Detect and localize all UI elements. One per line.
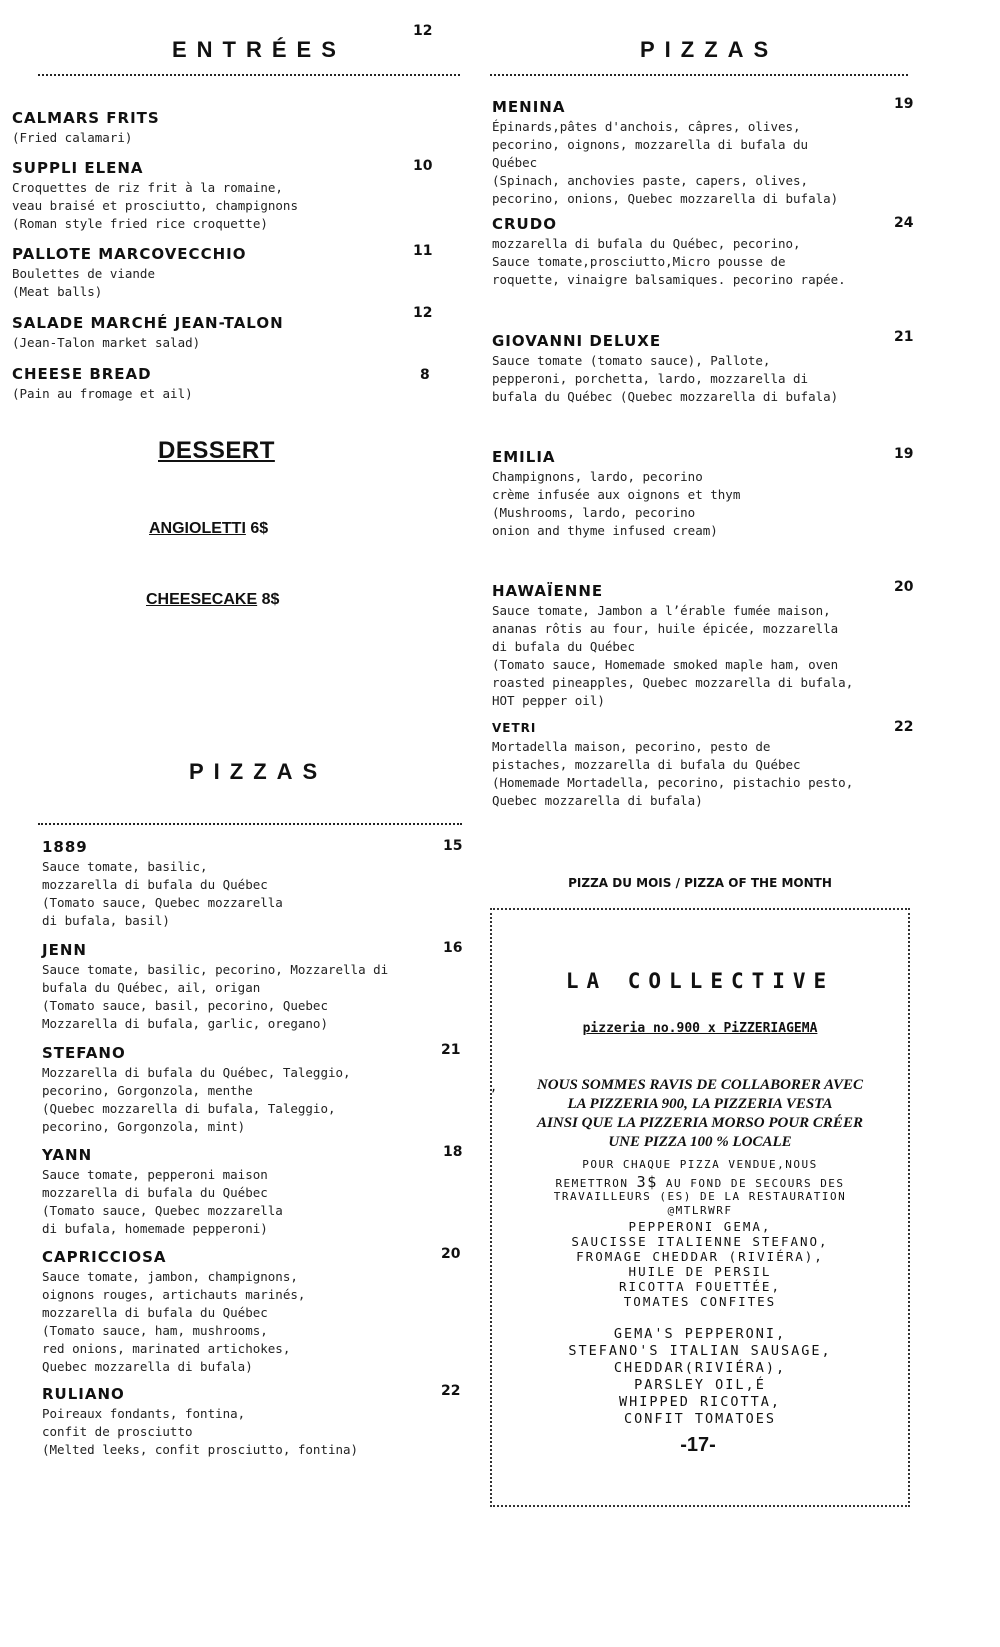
item-name: EMILIA [492,448,556,466]
menu-item-vetri [492,721,892,810]
item-name: STEFANO [42,1044,126,1062]
item-price: 10 [413,158,433,174]
item-price: 21 [894,329,914,345]
menu-item-1889 [42,838,442,930]
item-name: CAPRICCIOSA [42,1248,167,1266]
dessert-item-cheesecake [146,591,279,609]
item-name: CALMARS FRITS [12,109,160,127]
item-description: Sauce tomate, basilic, pecorino, Mozzarella di bufala du Québec, ail, origan (Tomato sauce, basil, pecorino, Quebec Mozzarella di bufala, garlic, oregano) [42,962,389,1031]
collab-line [490,1021,910,1036]
item-price: 15 [443,838,463,854]
item-description: Sauce tomate, jambon, champignons, oignons rouges, artichauts marinés, mozzarella di bufala du Québec (Tomato sauce, ham, mushrooms, red onions, marinated artichokes, Quebec mozzarella di bufala) [42,1269,306,1374]
menu-item-menina [492,98,892,208]
entrees-top-price: 12 [413,23,433,39]
collab-announcement: NOUS SOMMES RAVIS DE COLLABORER AVEC LA PIZZERIA 900, LA PIZZERIA VESTA AINSI QUE LA PIZZERIA MORSO POUR CRÉER UNE PIZZA 100 % LOCALE [536,1077,864,1150]
item-price: 11 [413,243,433,259]
charity-remettron: REMETTRON [555,1177,629,1190]
entrees-heading: ENTRÉES [172,37,346,62]
dessert-price: 8$ [261,591,280,608]
menu-item-emilia [492,448,892,540]
item-name: RULIANO [42,1385,125,1403]
item-description: (Jean-Talon market salad) [12,335,201,350]
item-description: Sauce tomate, Jambon a l’érable fumée maison, ananas rôtis au four, huile épicée, mozzarella di bufala du Québec (Tomato sauce, Homemade smoked maple ham, oven roasted pineapples, Quebec mozzarella di bufala, HOT pepper oil) [492,603,854,708]
item-name: GIOVANNI DELUXE [492,332,662,350]
menu-item-crudo [492,215,892,289]
dessert-item-angioletti [149,520,268,538]
charity-fond: AU FOND DE SECOURS DES [665,1177,845,1190]
entrees-divider [38,74,460,76]
item-price: 19 [894,96,914,112]
item-description: mozzarella di bufala du Québec, pecorino, Sauce tomate,prosciutto,Micro pousse de roquette, vinaigre balsamiques. pecorino rapée. [492,236,846,287]
item-description: Boulettes de viande (Meat balls) [12,266,155,299]
collective-title: LA COLLECTIVE [565,969,835,993]
item-description: Croquettes de riz frit à la romaine, veau braisé et prosciutto, champignons (Roman style fried rice croquette) [12,180,298,231]
item-name: PALLOTE MARCOVECCHIO [12,245,247,263]
item-name: YANN [42,1146,93,1164]
item-description: (Pain au fromage et ail) [12,386,193,401]
item-price: 21 [441,1042,461,1058]
dessert-name: ANGIOLETTI [149,520,246,537]
item-price: 24 [894,215,914,231]
menu-item-calmars [12,109,442,147]
menu-item-hawaienne [492,582,892,710]
menu-item-jenn [42,941,442,1033]
item-price: 22 [441,1383,461,1399]
item-price: 18 [443,1144,463,1160]
pizzas-divider-right [490,74,908,76]
menu-item-ruliano [42,1385,442,1459]
item-name: HAWAÏENNE [492,582,604,600]
pizzas-heading-right: PIZZAS [640,37,779,62]
item-name: CHEESE BREAD [12,365,152,383]
item-price: 8 [420,367,430,383]
item-description: Mortadella maison, pecorino, pesto de pistaches, mozzarella di bufala du Québec (Homemade Mortadella, pecorino, pistachio pesto, Quebec mozzarella di bufala) [492,739,854,808]
dessert-name: CHEESECAKE [146,591,258,608]
menu-item-salade [12,314,442,352]
pizzas-heading-left: PIZZAS [189,759,328,784]
ingredients-en: GEMA'S PEPPERONI, STEFANO'S ITALIAN SAUSAGE, CHEDDAR(RIVIÉRA), PARSLEY OIL,É WHIPPED RICOTTA, CONFIT TOMATOES [568,1326,832,1427]
item-description: Poireaux fondants, fontina, confit de prosciutto (Melted leeks, confit prosciutto, fontina) [42,1406,359,1457]
item-name: MENINA [492,98,566,116]
charity-line-3: TRAVAILLEURS (ES) DE LA RESTAURATION @MTLRWRF [553,1190,847,1217]
charity-amount: 3$ [636,1173,658,1191]
item-price: 12 [413,305,433,321]
item-price: 19 [894,446,914,462]
item-name: CRUDO [492,215,557,233]
menu-item-pallote [12,245,442,301]
item-price: 22 [894,719,914,735]
item-price: 20 [894,579,914,595]
menu-item-capricciosa [42,1248,442,1376]
charity-line-1: POUR CHAQUE PIZZA VENDUE,NOUS [582,1158,818,1171]
item-name: 1889 [42,838,88,856]
item-name: SALADE MARCHÉ JEAN-TALON [12,314,284,332]
collab-prefix: pizzeria no.900 x PiZZERIA [582,1021,787,1036]
pizza-of-month-label: PIZZA DU MOIS / PIZZA OF THE MONTH [568,876,832,890]
item-name: SUPPLI ELENA [12,159,144,177]
dessert-price: 6$ [250,520,269,537]
item-name: VETRI [492,721,537,735]
item-price: 20 [441,1246,461,1262]
item-description: (Fried calamari) [12,130,133,145]
menu-item-cheese-bread [12,365,442,403]
pizzas-divider-left [38,823,462,825]
page-number: -17- [680,1434,716,1456]
item-description: Sauce tomate, pepperoni maison mozzarella di bufala du Québec (Tomato sauce, Quebec mozzarella di bufala, homemade pepperoni) [42,1167,283,1236]
item-description: Mozzarella di bufala du Québec, Taleggio, pecorino, Gorgonzola, menthe (Quebec mozzarella di bufala, Taleggio, pecorino, Gorgonzola, mint) [42,1065,351,1134]
item-description: Sauce tomate (tomato sauce), Pallote, pepperoni, porchetta, lardo, mozzarella di bufala du Québec (Quebec mozzarella di bufala) [492,353,839,404]
item-price: 16 [443,940,463,956]
menu-item-giovanni [492,332,892,406]
stray-mark: , [490,1080,498,1094]
item-description: Sauce tomate, basilic, mozzarella di bufala du Québec (Tomato sauce, Quebec mozzarella di bufala, basil) [42,859,283,928]
menu-item-suppli [12,159,442,233]
item-description: Champignons, lardo, pecorino crème infusée aux oignons et thym (Mushrooms, lardo, pecorino onion and thyme infused cream) [492,469,741,538]
menu-item-stefano [42,1044,442,1136]
item-name: JENN [42,941,87,959]
item-description: Épinards,pâtes d'anchois, câpres, olives, pecorino, oignons, mozzarella di bufala du Québec (Spinach, anchovies paste, capers, olives, pecorino, onions, Quebec mozzarella di bufala) [492,119,839,206]
ingredients-fr: PEPPERONI GEMA, SAUCISSE ITALIENNE STEFANO, FROMAGE CHEDDAR (RIVIÉRA), HUILE DE PERSIL RICOTTA FOUETTÉE, TOMATES CONFITES [571,1219,829,1309]
dessert-heading: DESSERT [158,437,275,464]
menu-item-yann [42,1146,442,1238]
collab-suffix: GEMA [786,1021,818,1036]
